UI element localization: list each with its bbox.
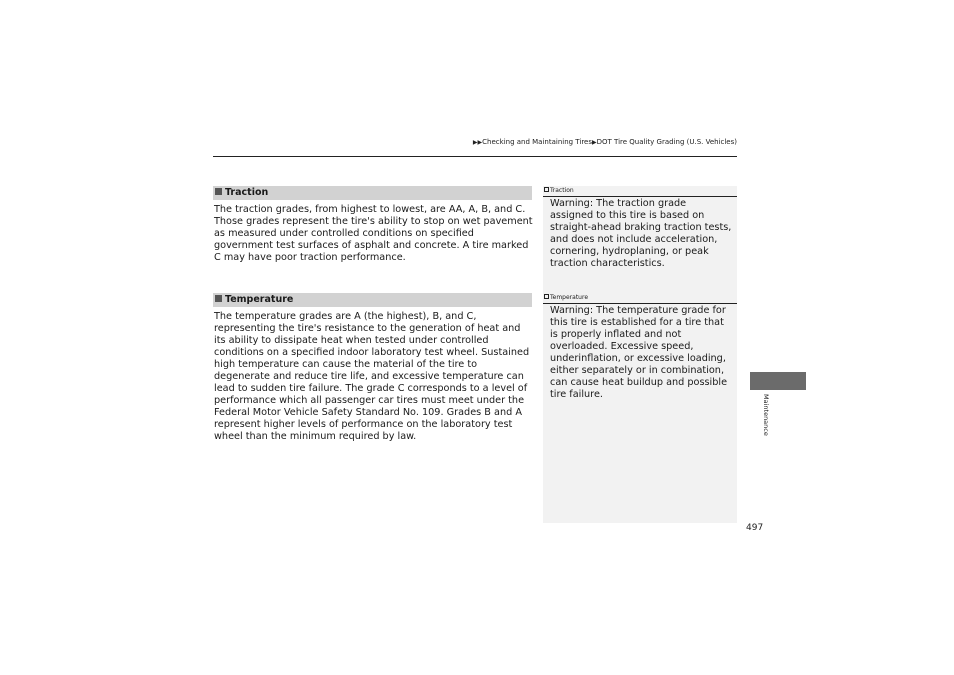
chapter-tab[interactable] bbox=[750, 372, 806, 390]
note-reference-icon bbox=[544, 294, 549, 299]
breadcrumb-topic: DOT Tire Quality Grading (U.S. Vehicles) bbox=[596, 138, 737, 146]
arrow-icon: ▶ bbox=[592, 139, 597, 146]
page-number: 497 bbox=[746, 523, 764, 533]
traction-note-text: Warning: The traction grade assigned to this tire is based on straight-ahead braking traction tests, and does not include acceleration, cornering, hydroplaning, or peak traction characteristics. bbox=[550, 198, 732, 269]
temperature-note-text: Warning: The temperature grade for this tire is established for a tire that is properly inflated and not overloaded. Excessive speed, underinflation, or excessive loading, either separately or in combination, can cause heat buildup and possible tire failure. bbox=[550, 305, 728, 400]
temperature-heading-label: Temperature bbox=[225, 294, 294, 305]
traction-heading-label: Traction bbox=[225, 187, 269, 198]
traction-heading bbox=[213, 186, 532, 200]
breadcrumb bbox=[473, 138, 737, 146]
traction-body: The traction grades, from highest to lowest, are AA, A, B, and C. Those grades represent the tire's ability to stop on wet pavement as measured under controlled conditions on specified government test surfaces of asphalt and concrete. A tire marked C may have poor traction performance. bbox=[214, 204, 533, 263]
temperature-note-heading bbox=[543, 293, 737, 304]
square-bullet-icon bbox=[215, 295, 222, 302]
traction-note-title: Traction bbox=[550, 187, 574, 194]
temperature-body: The temperature grades are A (the highest), B, and C, representing the tire's resistance to the generation of heat and its ability to dissipate heat when tested under controlled conditions on a specified indoor laboratory test wheel. Sustained high temperature can cause the material of the tire to degenerate and reduce tire life, and excessive temperature can lead to sudden tire failure. The grade C corresponds to a level of performance which all passenger car tires must meet under the Federal Motor Vehicle Safety Standard No. 109. Grades B and A represent higher levels of performance on the laboratory test wheel than the minimum required by law. bbox=[214, 311, 530, 442]
breadcrumb-chapter: Checking and Maintaining Tires bbox=[482, 138, 592, 146]
traction-note-heading bbox=[543, 186, 737, 197]
square-bullet-icon bbox=[215, 188, 222, 195]
chapter-label: Maintenance bbox=[762, 394, 770, 436]
header-rule bbox=[213, 156, 737, 157]
temperature-note-title: Temperature bbox=[550, 294, 589, 301]
temperature-heading bbox=[213, 293, 532, 307]
note-reference-icon bbox=[544, 187, 549, 192]
double-arrow-icon: ▶▶ bbox=[472, 139, 483, 146]
